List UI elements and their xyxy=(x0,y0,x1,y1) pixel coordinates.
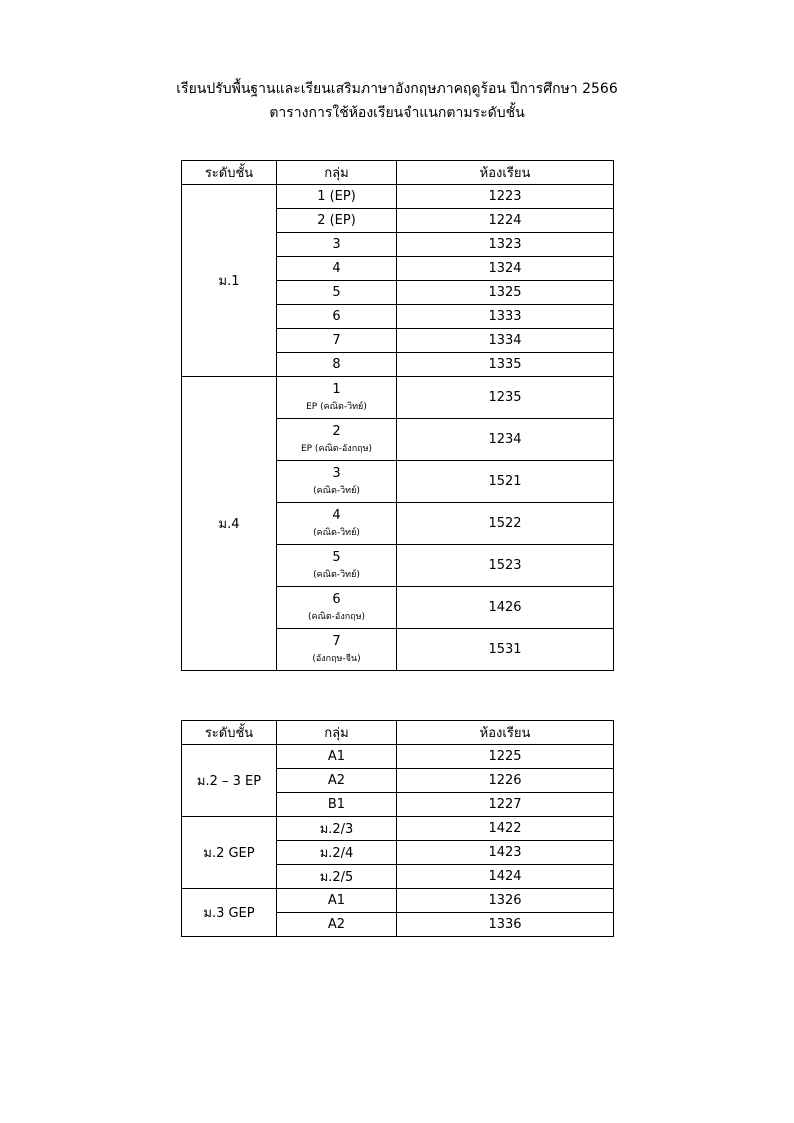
group-cell xyxy=(277,629,397,671)
group-cell: ม.2/3 xyxy=(277,817,397,841)
group-cell: 4 xyxy=(277,257,397,281)
group-program: EP (คณิต-อังกฤษ) xyxy=(300,444,373,454)
group-cell xyxy=(277,461,397,503)
group-cell: B1 xyxy=(277,793,397,817)
group-cell xyxy=(277,503,397,545)
room-cell: 1426 xyxy=(397,587,614,629)
room-cell: 1531 xyxy=(397,629,614,671)
room-cell: 1225 xyxy=(397,745,614,769)
room-cell: 1235 xyxy=(397,377,614,419)
header-level: ระดับชั้น xyxy=(182,721,277,745)
group-cell xyxy=(277,419,397,461)
group-cell: A2 xyxy=(277,769,397,793)
table-row xyxy=(182,185,614,209)
group-number: 5 xyxy=(332,550,341,565)
header-group: กลุ่ม xyxy=(277,721,397,745)
room-cell: 1234 xyxy=(397,419,614,461)
group-cell: 5 xyxy=(277,281,397,305)
document-title: เรียนปรับพื้นฐานและเรียนเสริมภาษาอังกฤษภาคฤดูร้อน ปีการศึกษา 2566 xyxy=(176,81,618,97)
room-cell: 1226 xyxy=(397,769,614,793)
room-cell: 1335 xyxy=(397,353,614,377)
level-cell: ม.3 GEP xyxy=(182,889,277,937)
group-cell xyxy=(277,545,397,587)
table-header-row xyxy=(182,721,614,745)
header-group: กลุ่ม xyxy=(277,161,397,185)
group-program: (อังกฤษ-จีน) xyxy=(312,654,361,664)
group-cell: 1 (EP) xyxy=(277,185,397,209)
room-cell: 1334 xyxy=(397,329,614,353)
group-cell xyxy=(277,587,397,629)
room-cell: 1325 xyxy=(397,281,614,305)
group-program: EP (คณิต-วิทย์) xyxy=(306,402,367,412)
room-cell: 1521 xyxy=(397,461,614,503)
table-row xyxy=(182,745,614,769)
room-cell: 1423 xyxy=(397,841,614,865)
level-cell: ม.2 GEP xyxy=(182,817,277,889)
group-cell: 8 xyxy=(277,353,397,377)
group-cell: A1 xyxy=(277,745,397,769)
group-cell: A1 xyxy=(277,889,397,913)
room-cell: 1326 xyxy=(397,889,614,913)
group-cell: A2 xyxy=(277,913,397,937)
group-cell: 3 xyxy=(277,233,397,257)
table-row xyxy=(182,889,614,913)
room-cell: 1333 xyxy=(397,305,614,329)
level-cell: ม.1 xyxy=(182,185,277,377)
header-level: ระดับชั้น xyxy=(182,161,277,185)
group-number: 6 xyxy=(332,592,341,607)
group-number: 7 xyxy=(332,634,341,649)
table-row xyxy=(182,377,614,419)
group-cell: 6 xyxy=(277,305,397,329)
room-cell: 1227 xyxy=(397,793,614,817)
group-number: 2 xyxy=(332,424,341,439)
level-cell: ม.2 – 3 EP xyxy=(182,745,277,817)
room-cell: 1522 xyxy=(397,503,614,545)
document-subtitle: ตารางการใช้ห้องเรียนจำแนกตามระดับชั้น xyxy=(269,105,525,121)
level-cell: ม.4 xyxy=(182,377,277,671)
room-cell: 1223 xyxy=(397,185,614,209)
group-cell: ม.2/4 xyxy=(277,841,397,865)
group-number: 4 xyxy=(332,508,341,523)
group-number: 3 xyxy=(332,466,341,481)
room-cell: 1424 xyxy=(397,865,614,889)
group-program: (คณิต-วิทย์) xyxy=(313,486,360,496)
room-table-m2-m3 xyxy=(181,720,614,937)
group-program: (คณิต-วิทย์) xyxy=(313,528,360,538)
group-cell: 7 xyxy=(277,329,397,353)
group-number: 1 xyxy=(332,382,341,397)
group-cell: 2 (EP) xyxy=(277,209,397,233)
table-row xyxy=(182,817,614,841)
table-header-row xyxy=(182,161,614,185)
group-program: (คณิต-อังกฤษ) xyxy=(307,612,366,622)
room-cell: 1323 xyxy=(397,233,614,257)
room-cell: 1324 xyxy=(397,257,614,281)
room-cell: 1523 xyxy=(397,545,614,587)
room-cell: 1422 xyxy=(397,817,614,841)
header-room: ห้องเรียน xyxy=(397,721,614,745)
group-cell xyxy=(277,377,397,419)
header-room: ห้องเรียน xyxy=(397,161,614,185)
room-cell: 1224 xyxy=(397,209,614,233)
room-cell: 1336 xyxy=(397,913,614,937)
group-program: (คณิต-วิทย์) xyxy=(313,570,360,580)
group-cell: ม.2/5 xyxy=(277,865,397,889)
room-table-m1-m4 xyxy=(181,160,614,671)
